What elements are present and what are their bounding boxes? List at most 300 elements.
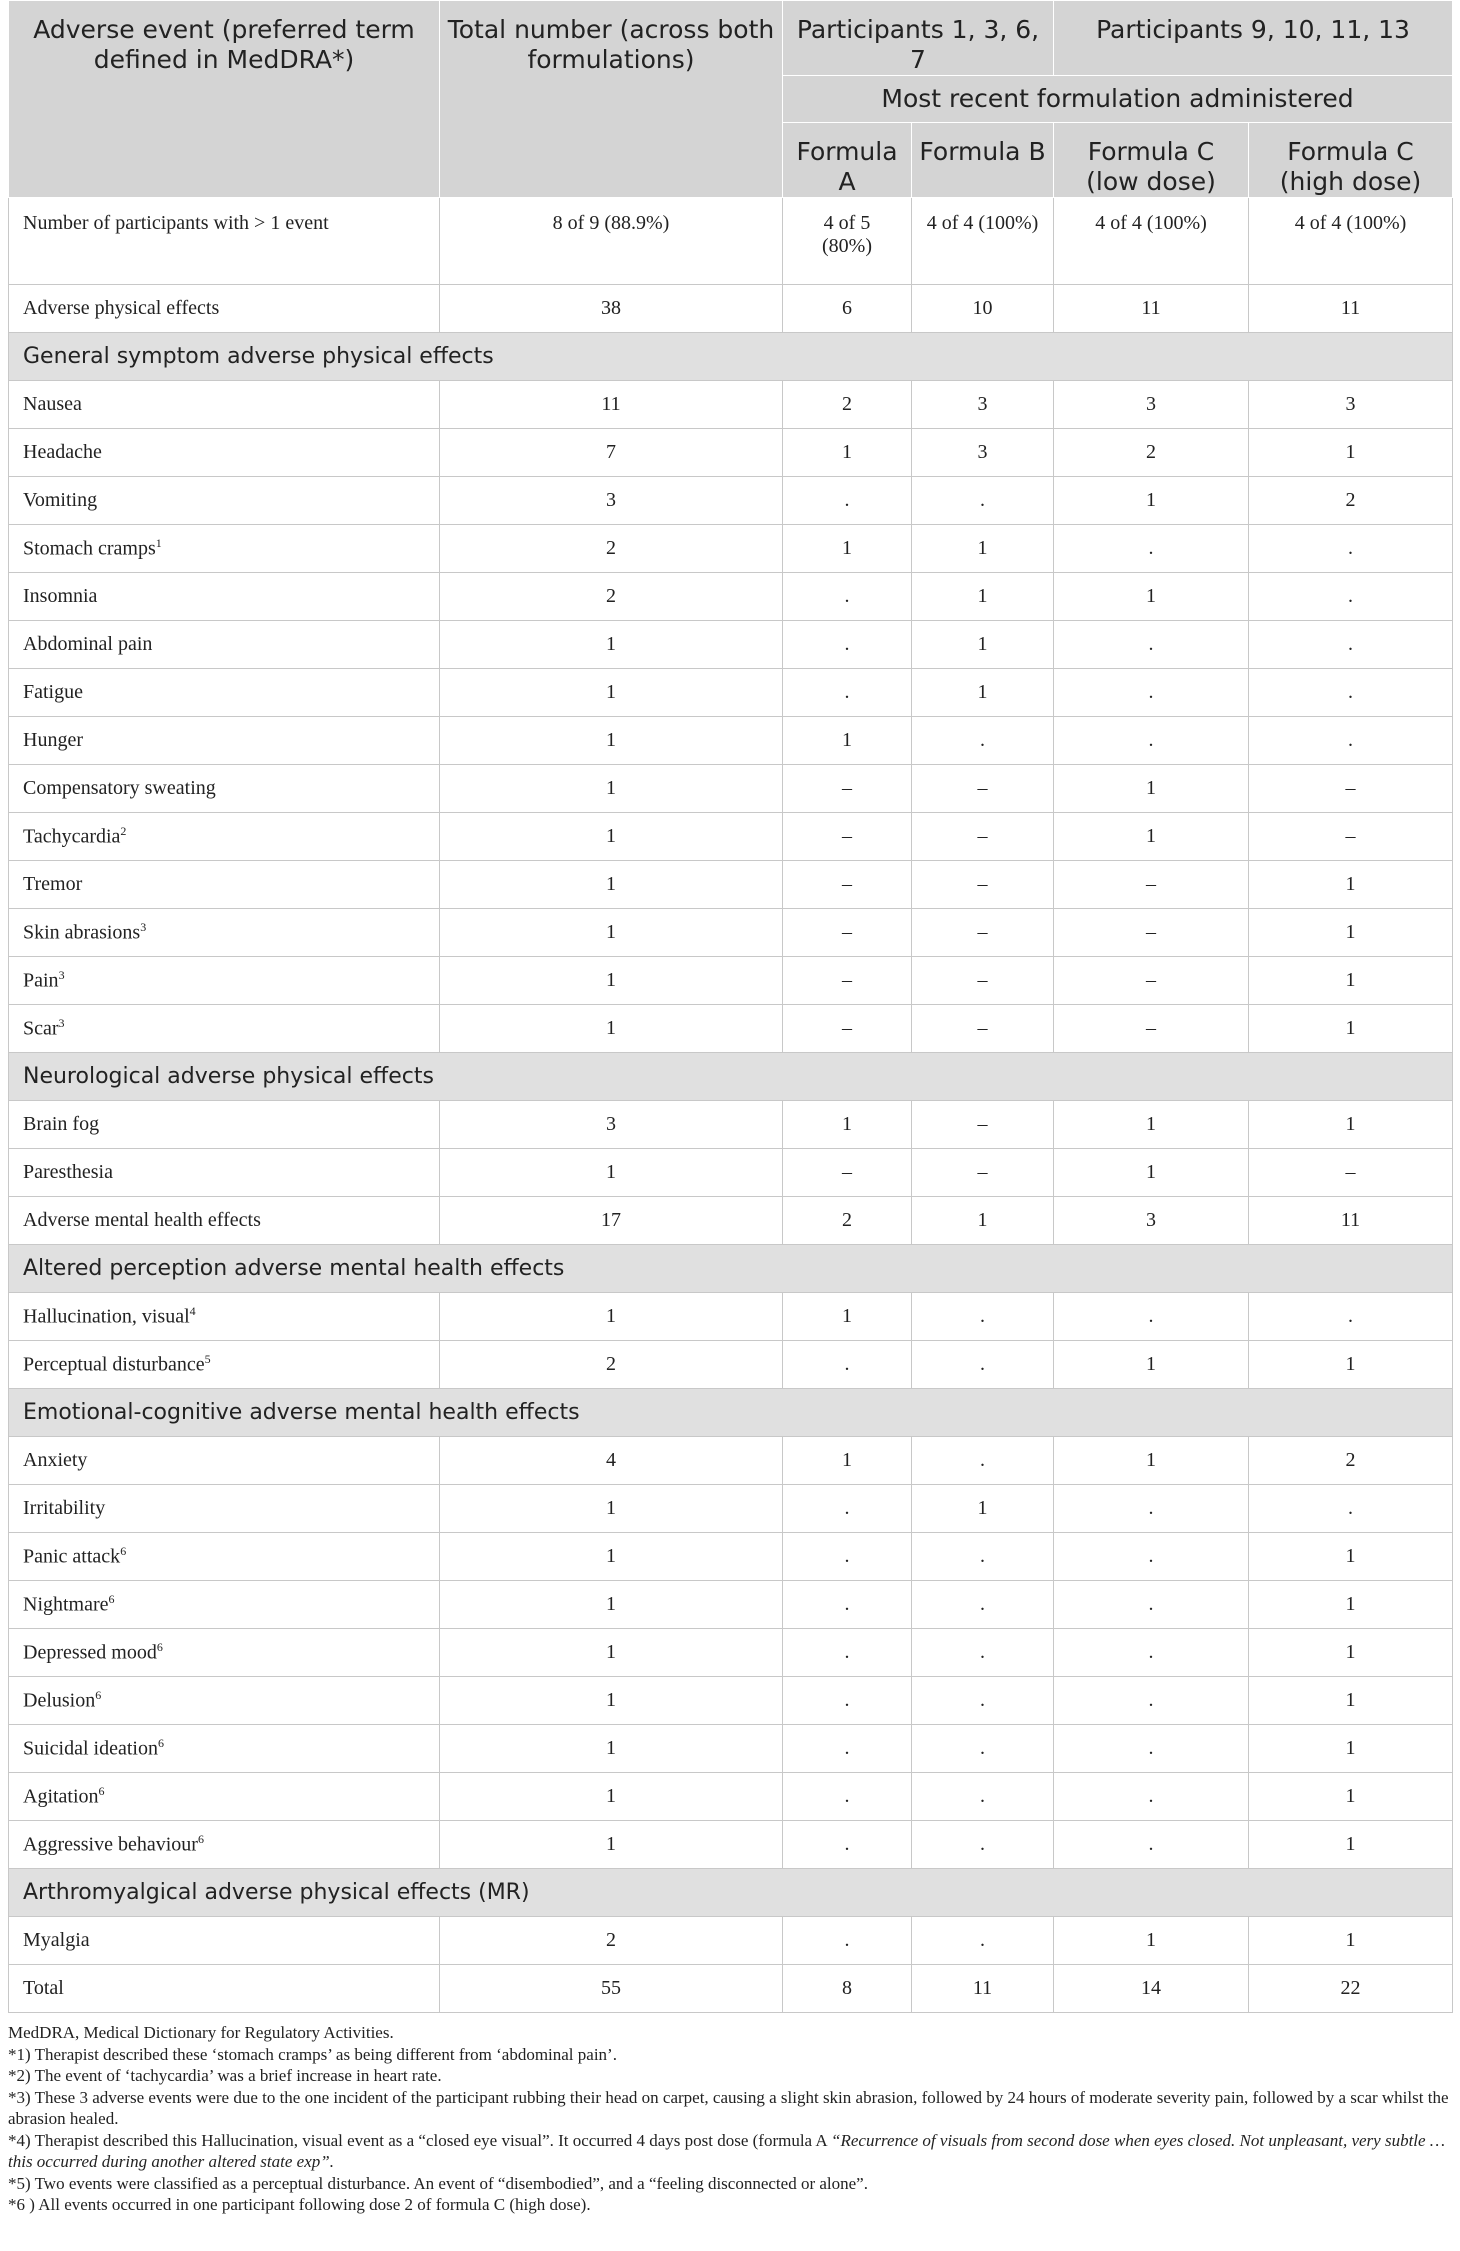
total-cell: 1 <box>440 621 783 669</box>
section-heading: Neurological adverse physical effects <box>9 1053 1453 1101</box>
table-row <box>9 573 1453 621</box>
formula-c-low-cell: 1 <box>1054 1437 1249 1485</box>
event-label-cell <box>9 1629 440 1677</box>
formula-c-low-cell: . <box>1054 621 1249 669</box>
total-cell: 1 <box>440 1629 783 1677</box>
header-most-recent-formulation: Most recent formulation administered <box>783 76 1453 123</box>
total-cell: 1 <box>440 1293 783 1341</box>
event-label-cell <box>9 861 440 909</box>
total-cell: 11 <box>440 381 783 429</box>
formula-c-low-cell: 1 <box>1054 813 1249 861</box>
event-label-cell <box>9 1773 440 1821</box>
table-row <box>9 765 1453 813</box>
total-cell: 38 <box>440 285 783 333</box>
formula-c-high-cell: 1 <box>1249 1677 1453 1725</box>
table-row <box>9 477 1453 525</box>
event-label: Aggressive behaviour <box>23 1833 198 1856</box>
event-label-cell <box>9 909 440 957</box>
footnote-6: *6 ) All events occurred in one participant following dose 2 of formula C (high dose). <box>8 2195 591 2214</box>
footnote-4-quote: “Recurrence of visuals from second dose when eyes closed. Not unpleasant, very subtle … this occurred during another altered state exp”. <box>8 2130 1445 2171</box>
footnote-1: *1) Therapist described these ‘stomach cramps’ as being different from ‘abdominal pain’. <box>8 2044 617 2064</box>
event-label: Delusion <box>23 1689 96 1712</box>
header-formula-b: Formula B <box>912 123 1054 198</box>
table-row <box>9 1581 1453 1629</box>
footnote-marker: 1 <box>155 536 162 551</box>
formula-a-cell: 1 <box>783 1437 912 1485</box>
table-row <box>9 717 1453 765</box>
footnote-marker: 6 <box>156 1640 163 1655</box>
formula-a-cell: 1 <box>783 1101 912 1149</box>
event-label: Number of participants with > 1 event <box>23 212 329 234</box>
formula-c-high-cell: 1 <box>1249 1725 1453 1773</box>
event-label-cell <box>9 1293 440 1341</box>
total-cell: 4 <box>440 1437 783 1485</box>
formula-c-high-cell: 1 <box>1249 1341 1453 1389</box>
total-cell: 1 <box>440 861 783 909</box>
formula-a-cell: – <box>783 1149 912 1197</box>
header-formula-c-high: Formula C (high dose) <box>1249 123 1453 198</box>
formula-a-cell: – <box>783 909 912 957</box>
formula-a-cell: – <box>783 957 912 1005</box>
formula-c-low-cell: . <box>1054 1533 1249 1581</box>
formula-c-high-cell: 1 <box>1249 1581 1453 1629</box>
total-cell: 3 <box>440 477 783 525</box>
formula-c-high-cell: 1 <box>1249 429 1453 477</box>
total-cell: 1 <box>440 1533 783 1581</box>
table-footnotes <box>8 2013 1452 2216</box>
event-label: Panic attack <box>23 1545 121 1568</box>
formula-a-cell: 1 <box>783 717 912 765</box>
formula-b-cell: . <box>912 1725 1054 1773</box>
formula-c-low-cell: . <box>1054 1821 1249 1869</box>
table-row <box>9 861 1453 909</box>
table-row <box>9 1341 1453 1389</box>
formula-a-cell: . <box>783 573 912 621</box>
section-heading: Emotional-cognitive adverse mental health effects <box>9 1389 1453 1437</box>
section-row <box>9 1053 1453 1101</box>
formula-c-low-cell: . <box>1054 1629 1249 1677</box>
formula-c-low-cell: . <box>1054 1485 1249 1533</box>
formula-a-cell: 6 <box>783 285 912 333</box>
total-cell: 2 <box>440 525 783 573</box>
header-total-number: Total number (across both formulations) <box>440 1 783 198</box>
formula-a-cell: 1 <box>783 429 912 477</box>
formula-a-cell: 2 <box>783 381 912 429</box>
table-row <box>9 1629 1453 1677</box>
total-cell: 1 <box>440 1725 783 1773</box>
table-row <box>9 1149 1453 1197</box>
formula-c-high-cell: – <box>1249 765 1453 813</box>
total-cell: 1 <box>440 1677 783 1725</box>
formula-a-cell: . <box>783 1917 912 1965</box>
footnote-marker: 6 <box>95 1688 102 1703</box>
event-label: Hallucination, visual <box>23 1305 190 1328</box>
formula-c-high-cell: 2 <box>1249 477 1453 525</box>
event-label: Nightmare <box>23 1593 109 1616</box>
formula-b-cell: . <box>912 477 1054 525</box>
footnote-abbreviation: MedDRA, Medical Dictionary for Regulatory Activities. <box>8 2023 394 2042</box>
event-label-cell <box>9 621 440 669</box>
formula-b-cell: 1 <box>912 669 1054 717</box>
event-label-cell <box>9 1725 440 1773</box>
formula-a-cell: . <box>783 1773 912 1821</box>
event-label: Fatigue <box>23 681 83 703</box>
formula-c-high-cell: . <box>1249 525 1453 573</box>
event-label: Agitation <box>23 1785 99 1808</box>
formula-c-low-cell: 1 <box>1054 1101 1249 1149</box>
event-label-cell <box>9 765 440 813</box>
event-label: Tremor <box>23 873 83 895</box>
event-label-cell <box>9 573 440 621</box>
event-label-cell <box>9 198 440 285</box>
total-cell: 1 <box>440 909 783 957</box>
footnote-4-text: *4) Therapist described this Hallucination, visual event as a “closed eye visual”. It occurred 4 days post dose (formula A <box>8 2130 832 2150</box>
footnote-marker: 6 <box>157 1736 164 1751</box>
table-row <box>9 1725 1453 1773</box>
event-label-cell <box>9 1341 440 1389</box>
event-label: Hunger <box>23 729 83 751</box>
formula-b-cell: 4 of 4 (100%) <box>912 198 1054 285</box>
footnote-4 <box>8 2130 1452 2173</box>
event-label: Compensatory sweating <box>23 777 216 799</box>
formula-b-cell: 10 <box>912 285 1054 333</box>
formula-c-low-cell: – <box>1054 909 1249 957</box>
total-cell: 1 <box>440 717 783 765</box>
formula-c-low-cell: – <box>1054 957 1249 1005</box>
table-container <box>8 0 1452 2216</box>
total-cell: 1 <box>440 1005 783 1053</box>
event-label-cell <box>9 1197 440 1245</box>
formula-a-cell: – <box>783 765 912 813</box>
total-cell: 1 <box>440 669 783 717</box>
formula-a-cell: – <box>783 1005 912 1053</box>
formula-c-low-cell: 1 <box>1054 477 1249 525</box>
table-row <box>9 909 1453 957</box>
formula-c-high-cell: 1 <box>1249 1773 1453 1821</box>
event-label: Myalgia <box>23 1929 90 1951</box>
table-row <box>9 1677 1453 1725</box>
header-adverse-event: Adverse event (preferred term defined in MedDRA*) <box>9 1 440 198</box>
event-label-cell <box>9 1917 440 1965</box>
formula-b-cell: 1 <box>912 1485 1054 1533</box>
footnote-2: *2) The event of ‘tachycardia’ was a brief increase in heart rate. <box>8 2066 442 2085</box>
formula-b-cell: – <box>912 1149 1054 1197</box>
formula-c-high-cell: 1 <box>1249 1821 1453 1869</box>
formula-a-cell: . <box>783 1629 912 1677</box>
formula-a-cell: . <box>783 1485 912 1533</box>
event-label: Depressed mood <box>23 1641 157 1664</box>
formula-a-cell: – <box>783 861 912 909</box>
header-group-1: Participants 1, 3, 6, 7 <box>783 1 1054 76</box>
table-row <box>9 1437 1453 1485</box>
event-label-cell <box>9 1965 440 2013</box>
event-label-cell <box>9 1581 440 1629</box>
event-label: Tachycardia <box>23 825 121 848</box>
formula-a-cell: – <box>783 813 912 861</box>
section-row <box>9 1869 1453 1917</box>
formula-c-high-cell: . <box>1249 573 1453 621</box>
formula-b-cell: – <box>912 1005 1054 1053</box>
formula-a-cell: . <box>783 477 912 525</box>
section-row <box>9 1389 1453 1437</box>
event-label: Paresthesia <box>23 1161 113 1183</box>
table-row <box>9 957 1453 1005</box>
footnote-3: *3) These 3 adverse events were due to the one incident of the participant rubbing their head on carpet, causing a slight skin abrasion, followed by 24 hours of moderate severity pain, followed by a scar whilst the abrasion healed. <box>8 2087 1449 2128</box>
formula-b-cell: . <box>912 717 1054 765</box>
formula-b-cell: – <box>912 861 1054 909</box>
formula-a-cell: 1 <box>783 525 912 573</box>
table-row <box>9 1773 1453 1821</box>
formula-c-low-cell: . <box>1054 669 1249 717</box>
formula-c-high-cell: 1 <box>1249 1629 1453 1677</box>
formula-c-low-cell: 1 <box>1054 1149 1249 1197</box>
table-row <box>9 1293 1453 1341</box>
formula-c-low-cell: 1 <box>1054 1341 1249 1389</box>
formula-c-high-cell: 4 of 4 (100%) <box>1249 198 1453 285</box>
event-label: Suicidal ideation <box>23 1737 158 1760</box>
formula-c-low-cell: 2 <box>1054 429 1249 477</box>
event-label-cell <box>9 285 440 333</box>
formula-c-high-cell: 22 <box>1249 1965 1453 2013</box>
formula-c-high-cell: 1 <box>1249 1917 1453 1965</box>
event-label: Adverse mental health effects <box>23 1209 261 1231</box>
total-cell: 1 <box>440 1149 783 1197</box>
table-row <box>9 669 1453 717</box>
event-label: Total <box>23 1977 64 1999</box>
formula-b-cell: . <box>912 1917 1054 1965</box>
table-row <box>9 1485 1453 1533</box>
event-label-cell <box>9 1149 440 1197</box>
event-label: Skin abrasions <box>23 921 141 944</box>
formula-a-cell: 1 <box>783 1293 912 1341</box>
total-cell: 7 <box>440 429 783 477</box>
formula-b-cell: 3 <box>912 429 1054 477</box>
event-label-cell <box>9 1821 440 1869</box>
total-cell: 1 <box>440 813 783 861</box>
table-row <box>9 1005 1453 1053</box>
event-label-cell <box>9 381 440 429</box>
formula-c-low-cell: 4 of 4 (100%) <box>1054 198 1249 285</box>
formula-c-high-cell: . <box>1249 621 1453 669</box>
event-label: Stomach cramps <box>23 537 156 560</box>
event-label: Pain <box>23 969 59 992</box>
table-row <box>9 1533 1453 1581</box>
event-label: Vomiting <box>23 489 98 511</box>
formula-c-high-cell: 3 <box>1249 381 1453 429</box>
section-heading: Altered perception adverse mental health effects <box>9 1245 1453 1293</box>
footnote-marker: 3 <box>58 1016 65 1031</box>
formula-b-cell: 1 <box>912 1197 1054 1245</box>
event-label-cell <box>9 525 440 573</box>
formula-c-low-cell: . <box>1054 1773 1249 1821</box>
event-label: Perceptual disturbance <box>23 1353 205 1376</box>
footnote-marker: 5 <box>204 1352 211 1367</box>
formula-c-high-cell: 2 <box>1249 1437 1453 1485</box>
formula-c-high-cell: 11 <box>1249 1197 1453 1245</box>
footnote-marker: 6 <box>197 1832 204 1847</box>
event-label-cell <box>9 813 440 861</box>
formula-a-cell: . <box>783 1677 912 1725</box>
formula-b-cell: . <box>912 1341 1054 1389</box>
formula-b-cell: . <box>912 1821 1054 1869</box>
footnote-marker: 3 <box>58 968 65 983</box>
total-cell: 2 <box>440 1341 783 1389</box>
formula-c-low-cell: 14 <box>1054 1965 1249 2013</box>
total-cell: 1 <box>440 1485 783 1533</box>
formula-b-cell: . <box>912 1629 1054 1677</box>
event-label-cell <box>9 957 440 1005</box>
footnote-marker: 6 <box>108 1592 115 1607</box>
formula-c-high-cell: . <box>1249 669 1453 717</box>
formula-b-cell: . <box>912 1293 1054 1341</box>
formula-a-cell: . <box>783 1581 912 1629</box>
event-label: Brain fog <box>23 1113 100 1135</box>
event-label: Irritability <box>23 1497 106 1519</box>
section-row <box>9 333 1453 381</box>
formula-c-high-cell: . <box>1249 1293 1453 1341</box>
total-cell: 55 <box>440 1965 783 2013</box>
section-heading: General symptom adverse physical effects <box>9 333 1453 381</box>
total-cell: 8 of 9 (88.9%) <box>440 198 783 285</box>
formula-b-cell: . <box>912 1677 1054 1725</box>
table-row <box>9 1917 1453 1965</box>
formula-c-high-cell: . <box>1249 717 1453 765</box>
formula-c-high-cell: . <box>1249 1485 1453 1533</box>
header-group-2: Participants 9, 10, 11, 13 <box>1054 1 1453 76</box>
formula-b-cell: . <box>912 1581 1054 1629</box>
formula-b-cell: – <box>912 1101 1054 1149</box>
formula-c-low-cell: . <box>1054 1725 1249 1773</box>
adverse-events-table <box>8 0 1453 2013</box>
total-cell: 17 <box>440 1197 783 1245</box>
formula-c-low-cell: 3 <box>1054 1197 1249 1245</box>
formula-b-cell: 11 <box>912 1965 1054 2013</box>
formula-b-cell: – <box>912 765 1054 813</box>
formula-c-high-cell: – <box>1249 813 1453 861</box>
section-heading: Arthromyalgical adverse physical effects (MR) <box>9 1869 1453 1917</box>
event-label: Abdominal pain <box>23 633 153 655</box>
total-cell: 3 <box>440 1101 783 1149</box>
formula-a-cell: . <box>783 621 912 669</box>
header-formula-c-low: Formula C (low dose) <box>1054 123 1249 198</box>
table-row <box>9 1965 1453 2013</box>
event-label-cell <box>9 1677 440 1725</box>
footnote-marker: 6 <box>98 1784 105 1799</box>
section-row <box>9 1245 1453 1293</box>
total-cell: 1 <box>440 957 783 1005</box>
formula-c-high-cell: 1 <box>1249 1533 1453 1581</box>
formula-c-low-cell: 1 <box>1054 1917 1249 1965</box>
formula-b-cell: – <box>912 909 1054 957</box>
formula-c-low-cell: 1 <box>1054 573 1249 621</box>
event-label-cell <box>9 669 440 717</box>
table-row <box>9 813 1453 861</box>
total-cell: 1 <box>440 1581 783 1629</box>
formula-c-low-cell: – <box>1054 861 1249 909</box>
formula-a-cell: 2 <box>783 1197 912 1245</box>
formula-c-low-cell: . <box>1054 717 1249 765</box>
event-label-cell <box>9 477 440 525</box>
formula-a-cell: . <box>783 1725 912 1773</box>
header-formula-a: Formula A <box>783 123 912 198</box>
formula-c-low-cell: . <box>1054 525 1249 573</box>
table-row <box>9 429 1453 477</box>
table-row <box>9 285 1453 333</box>
formula-b-cell: . <box>912 1773 1054 1821</box>
event-label-cell <box>9 1101 440 1149</box>
total-cell: 2 <box>440 573 783 621</box>
formula-b-cell: 3 <box>912 381 1054 429</box>
formula-c-low-cell: 1 <box>1054 765 1249 813</box>
table-row <box>9 1197 1453 1245</box>
event-label: Headache <box>23 441 102 463</box>
formula-b-cell: . <box>912 1437 1054 1485</box>
event-label-cell <box>9 1005 440 1053</box>
formula-a-cell: . <box>783 1821 912 1869</box>
footnote-marker: 4 <box>189 1304 196 1319</box>
formula-c-high-cell: 1 <box>1249 957 1453 1005</box>
formula-c-low-cell: 3 <box>1054 381 1249 429</box>
formula-a-cell: 8 <box>783 1965 912 2013</box>
table-row <box>9 381 1453 429</box>
formula-a-cell: . <box>783 1533 912 1581</box>
event-label: Adverse physical effects <box>23 297 220 319</box>
event-label-cell <box>9 429 440 477</box>
event-label-cell <box>9 717 440 765</box>
formula-c-high-cell: 1 <box>1249 909 1453 957</box>
formula-b-cell: – <box>912 957 1054 1005</box>
formula-a-cell: . <box>783 669 912 717</box>
formula-b-cell: – <box>912 813 1054 861</box>
event-label: Insomnia <box>23 585 98 607</box>
event-label-cell <box>9 1485 440 1533</box>
formula-c-high-cell: 1 <box>1249 1005 1453 1053</box>
footnote-5: *5) Two events were classified as a perceptual disturbance. An event of “disembodied”, and a “feeling disconnected or alone”. <box>8 2173 868 2193</box>
formula-c-high-cell: – <box>1249 1149 1453 1197</box>
formula-b-cell: 1 <box>912 525 1054 573</box>
event-label: Scar <box>23 1017 59 1040</box>
event-label-cell <box>9 1533 440 1581</box>
footnote-marker: 6 <box>120 1544 127 1559</box>
formula-b-cell: 1 <box>912 621 1054 669</box>
footnote-marker: 3 <box>140 920 147 935</box>
footnote-marker: 2 <box>120 824 127 839</box>
formula-c-low-cell: . <box>1054 1293 1249 1341</box>
total-cell: 2 <box>440 1917 783 1965</box>
total-cell: 1 <box>440 765 783 813</box>
formula-c-low-cell: . <box>1054 1677 1249 1725</box>
formula-a-cell: 4 of 5 (80%) <box>783 198 912 285</box>
event-label-cell <box>9 1437 440 1485</box>
table-row <box>9 1821 1453 1869</box>
formula-b-cell: . <box>912 1533 1054 1581</box>
table-row <box>9 198 1453 285</box>
event-label: Anxiety <box>23 1449 88 1471</box>
total-cell: 1 <box>440 1773 783 1821</box>
total-cell: 1 <box>440 1821 783 1869</box>
formula-c-low-cell: . <box>1054 1581 1249 1629</box>
formula-c-high-cell: 1 <box>1249 1101 1453 1149</box>
table-row <box>9 1101 1453 1149</box>
event-label: Nausea <box>23 393 82 415</box>
table-row <box>9 621 1453 669</box>
formula-b-cell: 1 <box>912 573 1054 621</box>
formula-c-low-cell: – <box>1054 1005 1249 1053</box>
formula-c-low-cell: 11 <box>1054 285 1249 333</box>
formula-c-high-cell: 1 <box>1249 861 1453 909</box>
table-row <box>9 525 1453 573</box>
formula-c-high-cell: 11 <box>1249 285 1453 333</box>
